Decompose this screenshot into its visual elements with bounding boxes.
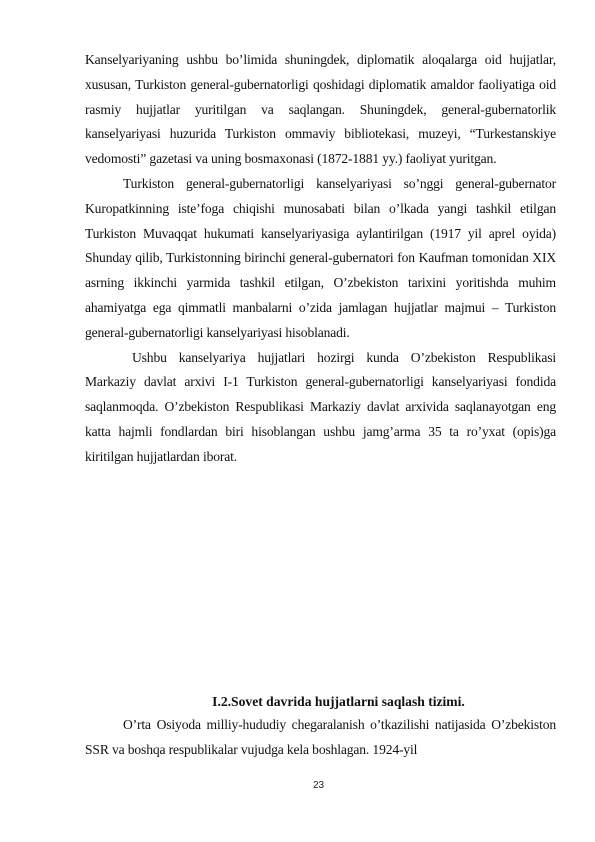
paragraph-chancellery-transformation: Turkiston general-gubernatorligi kanselyariyasi so’nggi general-gubernator Kuropatkinning iste’foga chiqishi munosabati bilan o’lkada yangi tashkil etilgan Turkiston Muvaqqat hukumati kanselyariyasiga aylantirilgan (1917 yil aprel oyida) Shunday qilib, Turkistonning birinchi general-gubernatori fon Kaufman tomonidan XIX asrning ikkinchi yarmida tashkil etilgan, O’zbekiston tarixini yoritishda muhim ahamiyatga ega qimmatli manbalarni o’zida jamlagan hujjatlar majmui – Turkiston general-gubernatorligi kanselyariyasi hisoblanadi.: [85, 175, 556, 340]
paragraph-archive-fund: Ushbu kanselyariya hujjatlari hozirgi kunda O’zbekiston Respublikasi Markaziy davlat arxivi I-1 Turkiston general-gubernatorligi kanselyariyasi fondida saqlanmoqda. O’zbekiston Respublikasi Markaziy davlat arxivida saqlanayotgan eng katta hajmli fondlardan biri hisoblangan ushbu jamg’arma 35 ta ro’yxat (opis)ga kiritilgan hujjatlardan iborat.: [85, 349, 556, 464]
document-body: [85, 48, 556, 470]
paragraph-soviet-period: O’rta Osiyoda milliy-hududiy chegaralanish o’tkazilishi natijasida O’zbekiston SSR va boshqa respublikalar vujudga kela boshlagan. 1924-yil: [85, 717, 556, 757]
paragraph-diplomatic-records: Kanselyariyaning ushbu bo’limida shuningdek, diplomatik aloqalarga oid hujjatlar, xususan, Turkiston general-gubernatorligi qoshidagi diplomatik amaldor faoliyatiga oid rasmiy hujjatlar yuritilgan va saqlangan. Shuningdek, general-gubernatorlik kanselyariyasi huzurida Turkiston ommaviy bibliotekasi, muzeyi, “Turkestanskiye vedomosti” gazetasi va uning bosmaxonasi (1872-1881 yy.) faoliyat yuritgan.: [85, 52, 556, 167]
section-body: [85, 713, 556, 763]
section-heading: I.2.Sovet davrida hujjatlarni saqlash tizimi.: [212, 694, 465, 709]
page-number: 23: [312, 780, 325, 791]
